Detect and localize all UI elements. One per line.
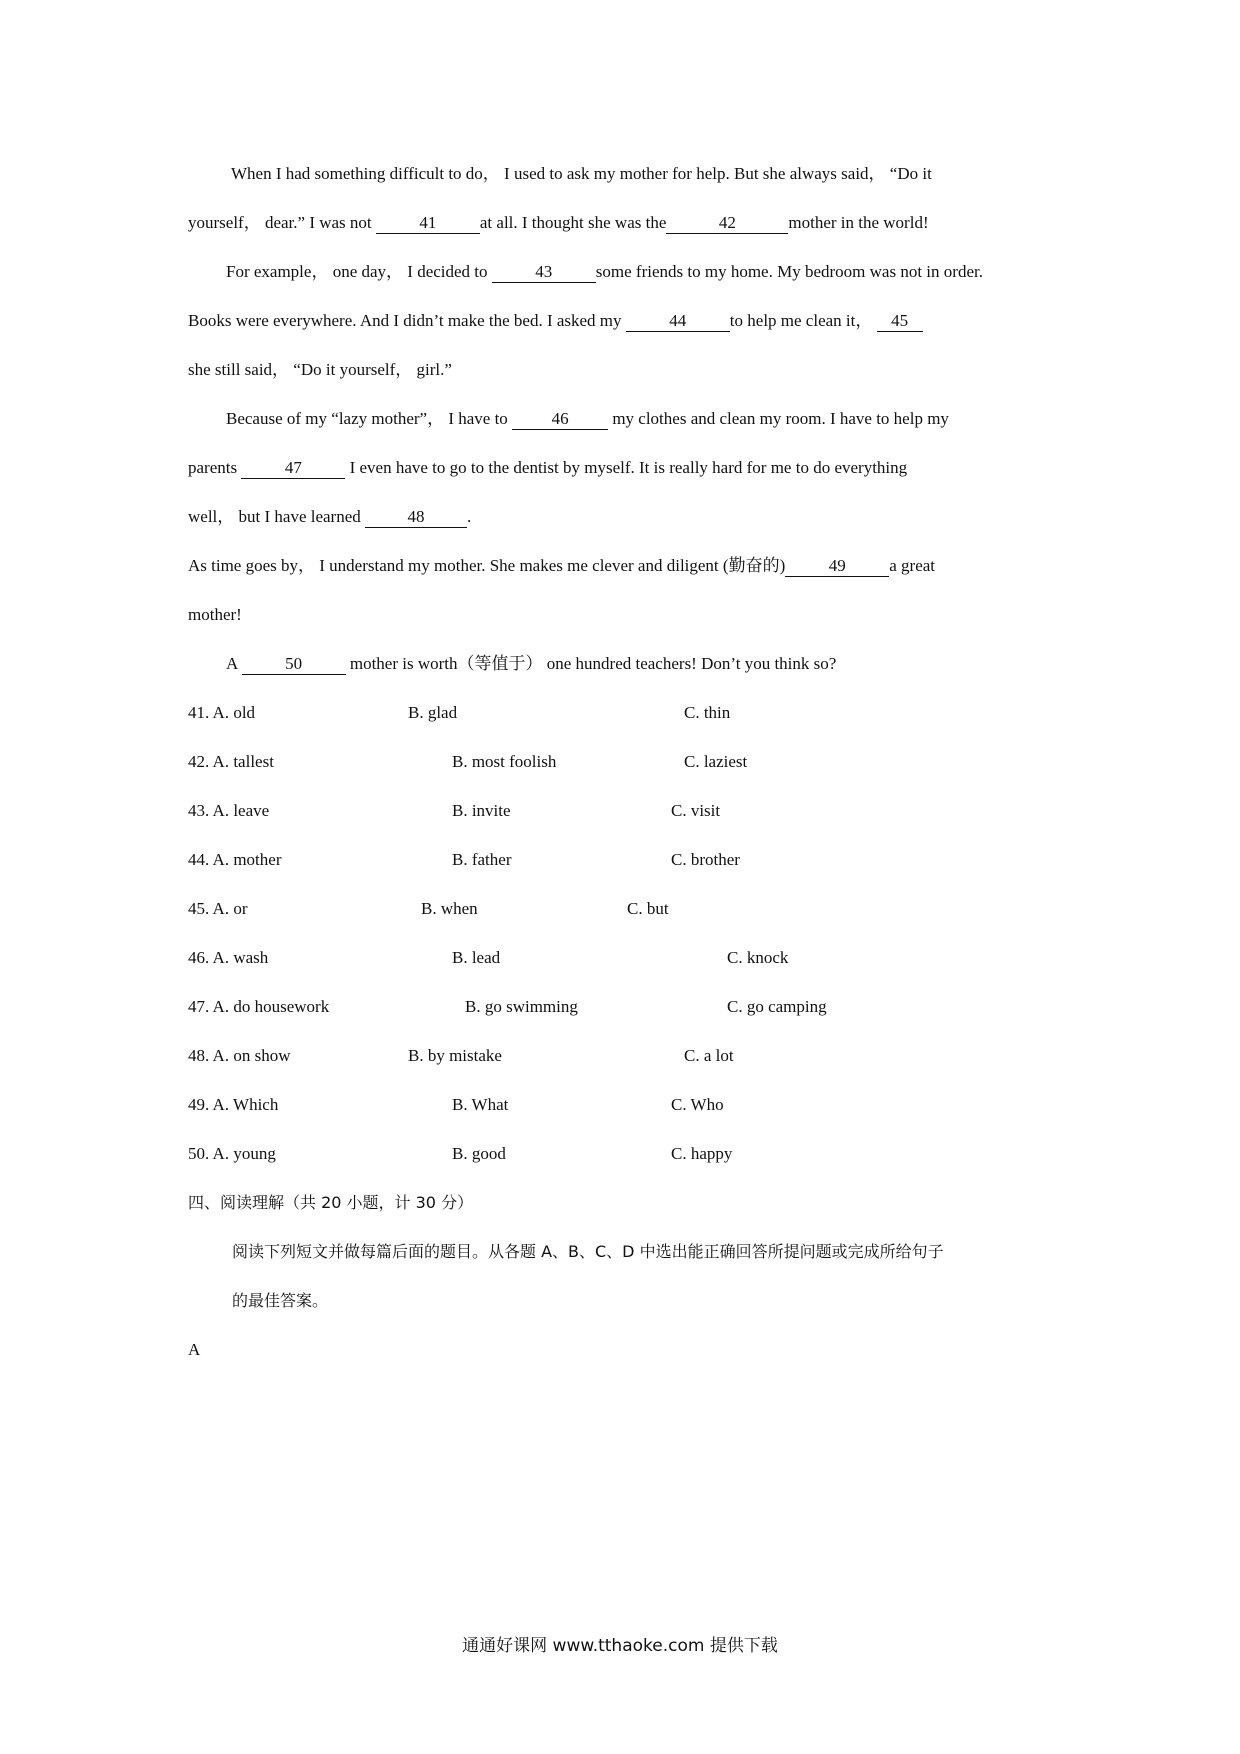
option-b[interactable]: B. What <box>452 1095 509 1114</box>
passage-text: . <box>467 507 472 526</box>
passage-text: I even have to go to the dentist by myself. It is really hard for me to do everything <box>345 458 908 477</box>
option-b[interactable]: B. when <box>421 899 478 918</box>
option-b[interactable]: B. good <box>452 1144 506 1163</box>
page-footer[interactable]: 通通好课网 www.tthaoke.com 提供下载 <box>462 1636 778 1656</box>
passage-line: mother! <box>188 605 242 624</box>
passage-line <box>188 212 929 234</box>
option-c[interactable]: C. visit <box>671 801 721 820</box>
option-a[interactable]: 43. A. leave <box>188 801 270 820</box>
passage-text: As time goes by， I understand my mother. She makes me clever and diligent (勤奋的) <box>188 556 786 575</box>
section-instructions: 的最佳答案。 <box>232 1291 329 1310</box>
option-a[interactable]: 42. A. tallest <box>188 752 274 771</box>
blank-45[interactable]: 45 <box>877 311 923 332</box>
passage-line <box>226 261 983 283</box>
passage-line <box>188 310 923 332</box>
option-b[interactable]: B. invite <box>452 801 511 820</box>
blank-42[interactable]: 42 <box>666 213 788 234</box>
passage-text: my clothes and clean my room. I have to help my <box>608 409 949 428</box>
option-a[interactable]: 45. A. or <box>188 899 248 918</box>
option-c[interactable]: C. Who <box>671 1095 724 1114</box>
passage-line <box>188 506 471 528</box>
passage-line <box>188 457 907 479</box>
passage-text: parents <box>188 458 242 477</box>
option-c[interactable]: C. but <box>627 899 669 918</box>
passage-text: Because of my “lazy mother”， I have to <box>226 409 513 428</box>
option-b[interactable]: B. father <box>452 850 512 869</box>
option-a[interactable]: 47. A. do housework <box>188 997 330 1016</box>
option-b[interactable]: B. lead <box>452 948 501 967</box>
blank-49[interactable]: 49 <box>785 556 889 577</box>
option-c[interactable]: C. happy <box>671 1144 733 1163</box>
option-a[interactable]: 48. A. on show <box>188 1046 291 1065</box>
passage-line: When I had something difficult to do， I used to ask my mother for help. But she always said， “Do it <box>231 164 932 183</box>
option-a[interactable]: 46. A. wash <box>188 948 269 967</box>
blank-43[interactable]: 43 <box>492 262 596 283</box>
option-a[interactable]: 44. A. mother <box>188 850 282 869</box>
part-label: A <box>188 1340 201 1359</box>
passage-line <box>226 653 836 675</box>
option-c[interactable]: C. thin <box>684 703 731 722</box>
blank-48[interactable]: 48 <box>365 507 467 528</box>
blank-46[interactable]: 46 <box>512 409 608 430</box>
passage-line <box>226 408 949 430</box>
blank-50[interactable]: 50 <box>242 654 346 675</box>
passage-text: A <box>226 654 242 673</box>
option-b[interactable]: B. by mistake <box>408 1046 502 1065</box>
passage-text: some friends to my home. My bedroom was not in order. <box>595 262 983 281</box>
blank-41[interactable]: 41 <box>376 213 480 234</box>
passage-text: yourself， dear.” I was not <box>188 213 376 232</box>
option-c[interactable]: C. brother <box>671 850 740 869</box>
option-c[interactable]: C. laziest <box>684 752 748 771</box>
option-c[interactable]: C. a lot <box>684 1046 734 1065</box>
passage-text: a great <box>889 556 936 575</box>
option-a[interactable]: 41. A. old <box>188 703 256 722</box>
blank-44[interactable]: 44 <box>626 311 730 332</box>
option-a[interactable]: 49. A. Which <box>188 1095 279 1114</box>
option-c[interactable]: C. knock <box>727 948 789 967</box>
option-c[interactable]: C. go camping <box>727 997 827 1016</box>
section-heading: 四、阅读理解（共 20 小题，计 30 分） <box>188 1193 474 1212</box>
blank-47[interactable]: 47 <box>241 458 345 479</box>
option-a[interactable]: 50. A. young <box>188 1144 276 1163</box>
option-b[interactable]: B. go swimming <box>465 997 578 1016</box>
passage-text: to help me clean it， <box>729 311 877 330</box>
passage-text: well， but I have learned <box>188 507 366 526</box>
option-b[interactable]: B. most foolish <box>452 752 557 771</box>
passage-text: Books were everywhere. And I didn’t make the bed. I asked my <box>188 311 626 330</box>
passage-text: For example， one day， I decided to <box>226 262 492 281</box>
section-instructions: 阅读下列短文并做每篇后面的题目。从各题 A、B、C、D 中选出能正确回答所提问题或完成所给句子 <box>232 1242 944 1261</box>
passage-line: she still said， “Do it yourself， girl.” <box>188 360 452 379</box>
passage-line <box>188 555 935 577</box>
option-b[interactable]: B. glad <box>408 703 458 722</box>
passage-text: mother in the world! <box>788 213 929 232</box>
passage-text: at all. I thought she was the <box>479 213 667 232</box>
passage-text: mother is worth（等值于） one hundred teachers! Don’t you think so? <box>345 654 837 673</box>
